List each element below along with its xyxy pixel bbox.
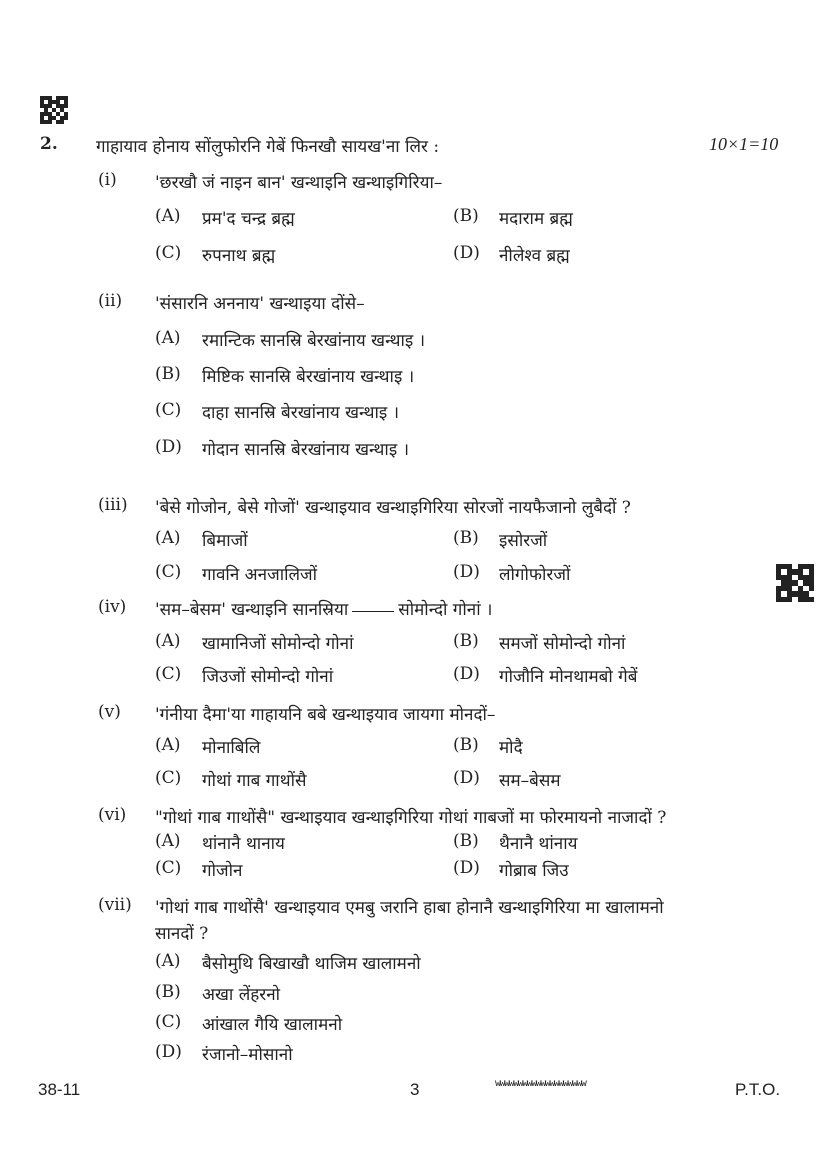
item-label: (ii) — [98, 291, 123, 311]
option-label: (C) — [155, 1012, 182, 1032]
item-label: (v) — [98, 702, 121, 722]
option-text: रंजानो–मोसानो — [202, 1045, 293, 1065]
option-label: (C) — [155, 243, 182, 263]
option-text: थैनानै थांनाय — [499, 834, 578, 854]
option-text: लोगोफोरजों — [499, 565, 571, 585]
option-label: (B) — [155, 982, 181, 1002]
wavy-line: wwwwwwwwwwwwwwwwwwww — [495, 1078, 586, 1089]
option-label: (D) — [453, 858, 480, 878]
option-label: (A) — [155, 951, 181, 971]
option-text: बिमाजों — [202, 531, 248, 551]
item-text: "गोथां गाब गाथोंसै" खन्थाइयाव खन्थाइगिरिया गोथां गाबजों मा फोरमायनो नाजादों ? — [155, 808, 667, 828]
option-label: (A) — [155, 206, 181, 226]
option-text: मदाराम ब्रह्म — [499, 209, 573, 229]
option-text: रमान्टिक सानस्रि बेरखांनाय खन्थाइ । — [202, 331, 426, 351]
option-text: दाहा सानस्रि बेरखांनाय खन्थाइ । — [202, 403, 400, 423]
option-label: (D) — [453, 562, 480, 582]
pto-label: P.T.O. — [735, 1080, 781, 1099]
item-text-after: सोमोन्दो गोनां । — [398, 600, 493, 620]
item-text: 'गोथां गाब गाथोंसै' खन्थाइयाव एमबु जरानि हाबा होनानै खन्थाइगिरिया मा खालामनो — [155, 898, 664, 918]
option-text: समजों सोमोन्दो गोनां — [499, 634, 626, 654]
item-text: 'संसारनि अननाय' खन्थाइया दोंसे– — [155, 294, 365, 314]
option-label: (C) — [155, 400, 182, 420]
option-label: (B) — [453, 735, 479, 755]
option-text: मोदै — [499, 738, 523, 758]
option-label: (B) — [453, 206, 479, 226]
option-label: (B) — [453, 831, 479, 851]
item-text: 'गंनीया दैमा'या गाहायनि बबे खन्थाइयाव जायगा मोनदों– — [155, 705, 496, 725]
item-label: (vii) — [98, 895, 132, 915]
answer-blank — [352, 611, 394, 612]
option-label: (D) — [155, 437, 182, 457]
option-label: (C) — [155, 858, 182, 878]
option-text: गोजौनि मोनथामबो गेबें — [499, 667, 638, 687]
item-text: 'बेसे गोजोन, बेसे गोजों' खन्थाइयाव खन्थाइगिरिया सोरजों नायफैजानो लुबैदों ? — [155, 498, 631, 518]
option-label: (D) — [453, 664, 480, 684]
qr-code-icon — [40, 96, 68, 124]
option-label: (A) — [155, 328, 181, 348]
option-label: (A) — [155, 735, 181, 755]
option-label: (B) — [453, 528, 479, 548]
option-text: सम–बेसम — [499, 771, 561, 791]
paper-code: 38-11 — [38, 1080, 81, 1099]
option-text: बैसोमुथि बिखाखौ थाजिम खालामनो — [202, 954, 421, 974]
option-text: थांनानै थानाय — [202, 834, 285, 854]
option-label: (C) — [155, 664, 182, 684]
option-text: नीलेश्व ब्रह्म — [499, 246, 570, 266]
qr-code-icon — [776, 564, 814, 602]
option-text: गोथां गाब गाथोंसै — [202, 771, 307, 791]
option-text: रुपनाथ ब्रह्म — [202, 246, 276, 266]
item-label: (iv) — [98, 597, 127, 617]
option-text: मिष्टिक सानस्रि बेरखांनाय खन्थाइ । — [202, 367, 415, 387]
option-text: जिउजों सोमोन्दो गोनां — [202, 667, 334, 687]
option-text: गावनि अनजालिजों — [202, 565, 318, 585]
item-text: 'छरखौ जं नाइन बान' खन्थाइनि खन्थाइगिरिया– — [155, 173, 443, 193]
item-label: (vi) — [98, 805, 127, 825]
option-text: मोनाबिलि — [202, 738, 261, 758]
option-text: गोजोन — [202, 861, 243, 881]
option-label: (D) — [453, 243, 480, 263]
item-text: सानदों ? — [155, 924, 209, 944]
option-text: प्रम'द चन्द्र ब्रह्म — [202, 209, 295, 229]
option-text: गोदान सानस्रि बेरखांनाय खन्थाइ । — [202, 440, 410, 460]
option-text: इसोरजों — [499, 531, 548, 551]
option-label: (C) — [155, 768, 182, 788]
option-label: (B) — [453, 631, 479, 651]
option-label: (D) — [453, 768, 480, 788]
item-text — [155, 597, 492, 620]
option-text: अखा लेंहरनो — [202, 985, 281, 1005]
question-instruction: गाहायाव होनाय सोंलुफोरनि गेबें फिनखौ सायख'ना लिर : — [96, 137, 440, 157]
item-text-before: 'सम–बेसम' खन्थाइनि सानस्रिया — [155, 600, 349, 620]
question-marks: 10×1=10 — [709, 134, 779, 154]
option-label: (A) — [155, 631, 181, 651]
option-label: (A) — [155, 831, 181, 851]
page-number: 3 — [410, 1080, 420, 1099]
option-text: आंखाल गैयि खालामनो — [202, 1015, 343, 1035]
option-text: गोब्राब जिउ — [499, 861, 569, 881]
item-label: (iii) — [98, 495, 128, 515]
option-label: (A) — [155, 528, 181, 548]
option-label: (B) — [155, 364, 181, 384]
option-label: (D) — [155, 1042, 182, 1062]
option-label: (C) — [155, 562, 182, 582]
question-number: 2. — [40, 134, 58, 154]
item-label: (i) — [98, 170, 117, 190]
option-text: खामानिजों सोमोन्दो गोनां — [202, 634, 354, 654]
